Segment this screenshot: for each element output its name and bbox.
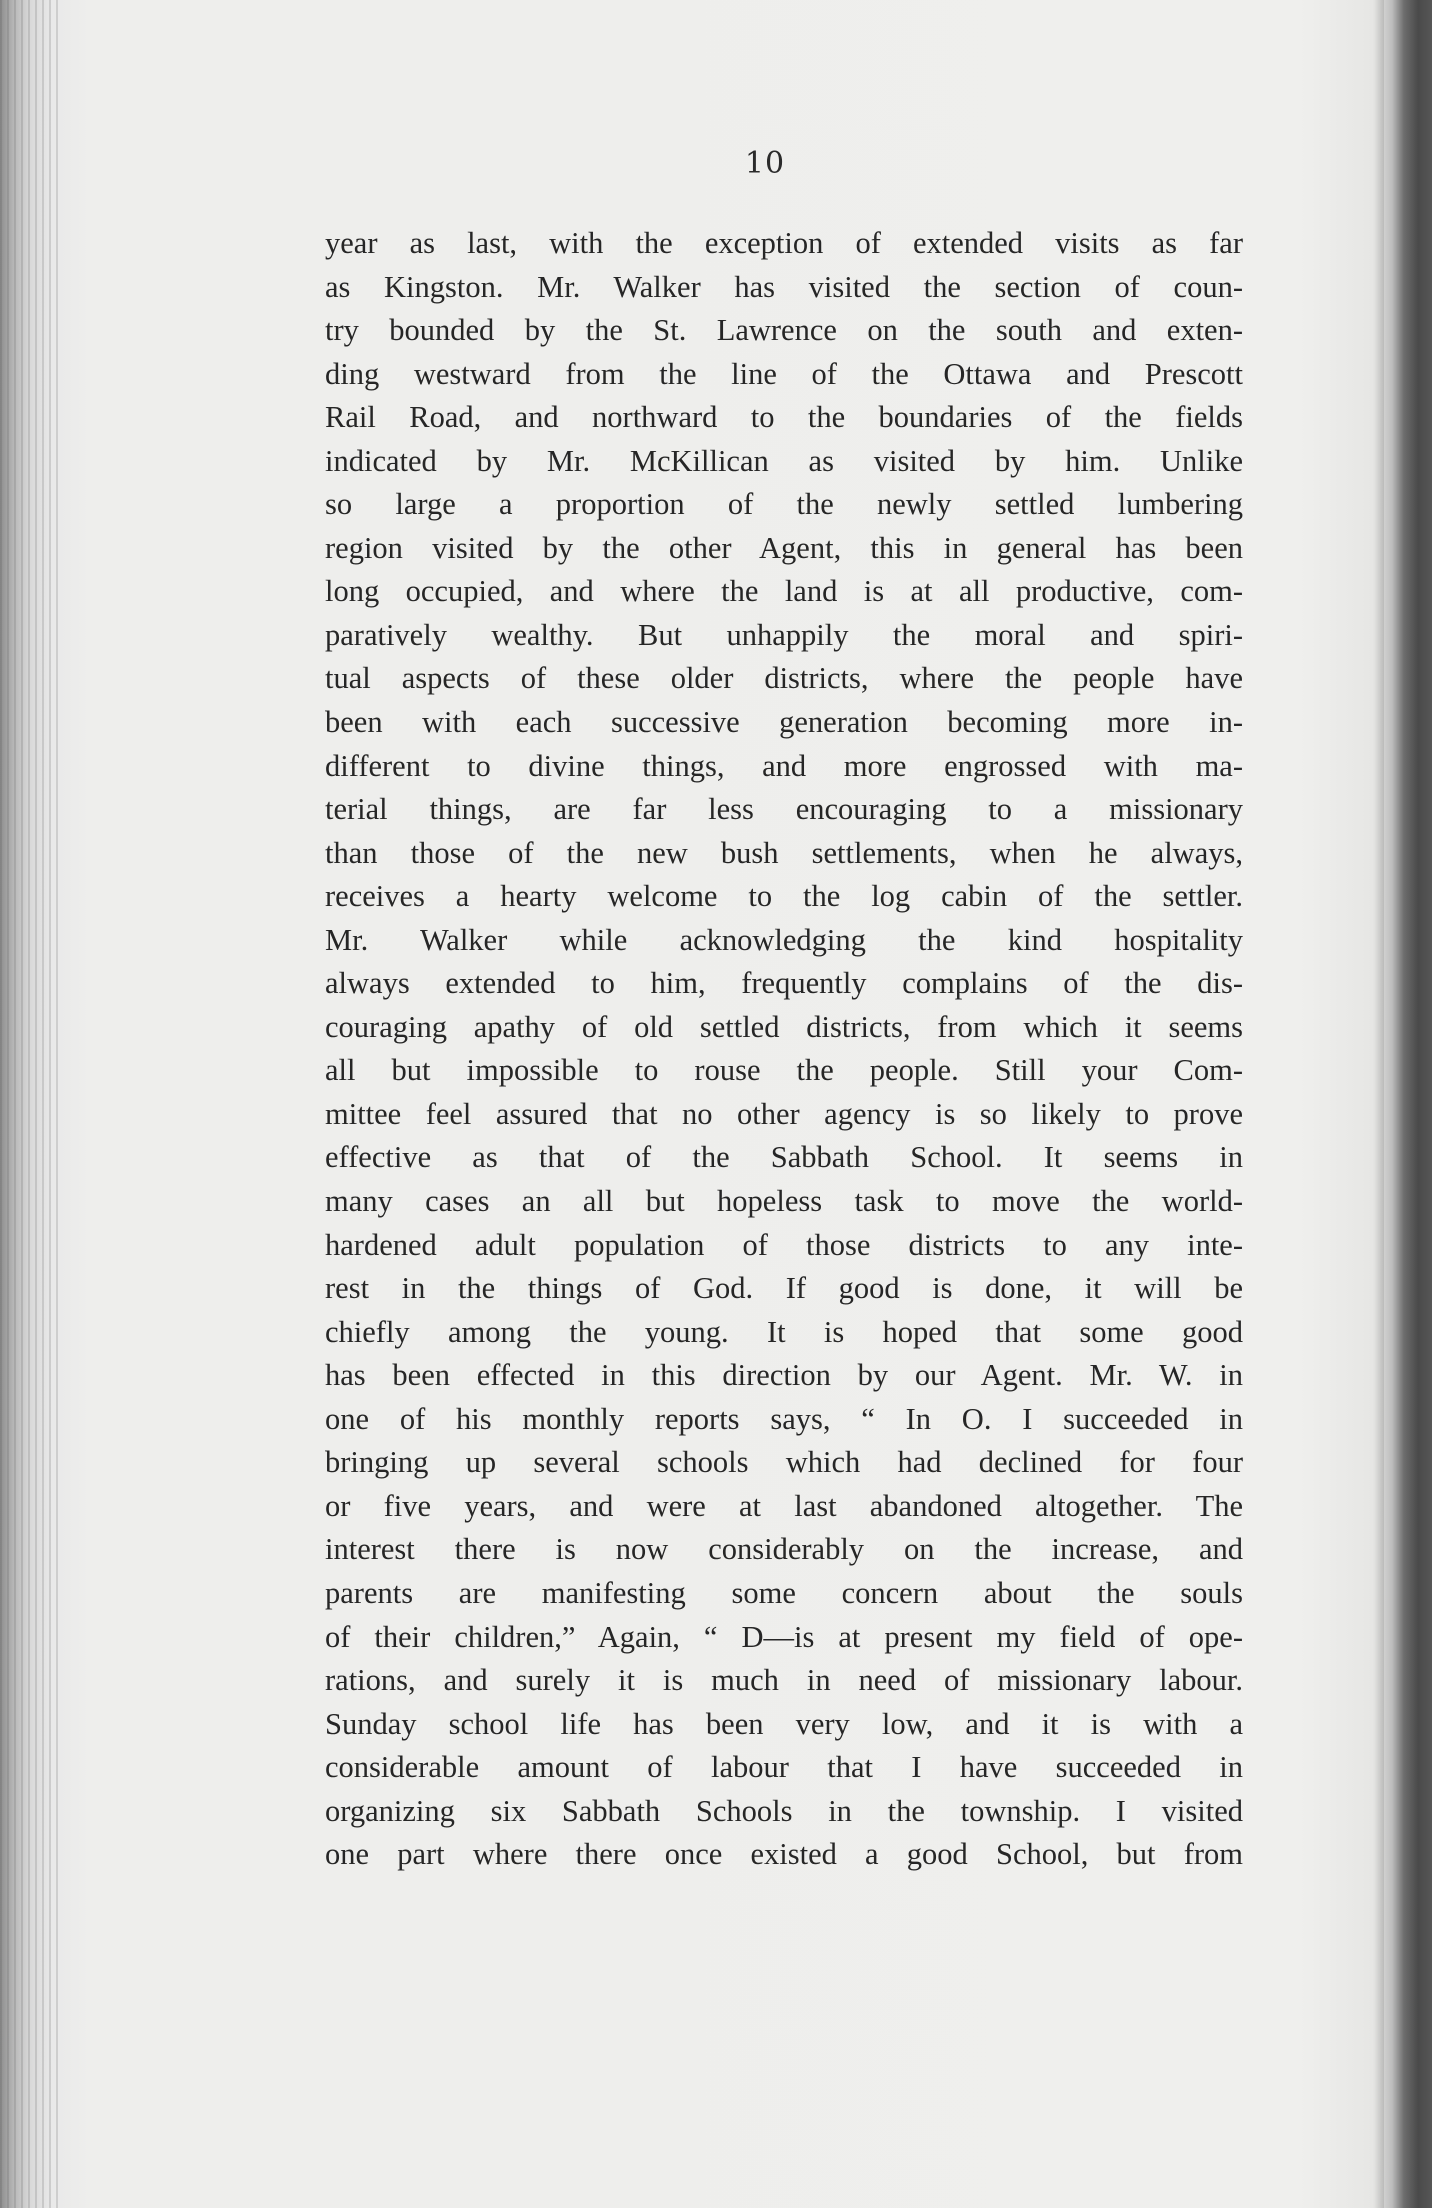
text-line: terial things, are far less encouraging to a missionary xyxy=(325,792,1243,827)
text-line: paratively wealthy. But unhappily the moral and spiri- xyxy=(325,617,1243,652)
text-line: mittee feel assured that no other agency is so likely to prove xyxy=(325,1096,1243,1131)
text-line: region visited by the other Agent, this in general has been xyxy=(325,530,1243,565)
text-line: or five years, and were at last abandoned altogether. The xyxy=(325,1488,1243,1523)
text-line: one of his monthly reports says, “ In O. I succeeded in xyxy=(325,1401,1243,1436)
text-line: Rail Road, and northward to the boundaries of the fields xyxy=(325,400,1243,435)
text-line: been with each successive generation becoming more in- xyxy=(325,705,1243,740)
text-line: one part where there once existed a good School, but from xyxy=(325,1837,1243,1872)
text-line: receives a hearty welcome to the log cabin of the settler. xyxy=(325,879,1243,914)
text-line: effective as that of the Sabbath School. It seems in xyxy=(325,1140,1243,1175)
text-line: always extended to him, frequently complains of the dis- xyxy=(325,966,1243,1001)
text-line: Mr. Walker while acknowledging the kind hospitality xyxy=(325,922,1243,957)
text-line: year as last, with the exception of extended visits as far xyxy=(325,226,1243,260)
text-line: parents are manifesting some concern about the souls xyxy=(325,1575,1243,1610)
text-line: rations, and surely it is much in need of missionary labour. xyxy=(325,1663,1243,1698)
text-line: as Kingston. Mr. Walker has visited the section of coun- xyxy=(325,269,1243,304)
text-line: many cases an all but hopeless task to move the world- xyxy=(325,1184,1243,1219)
text-line: Sunday school life has been very low, and it is with a xyxy=(325,1706,1243,1741)
text-line: long occupied, and where the land is at all productive, com- xyxy=(325,574,1243,609)
text-line: hardened adult population of those districts to any inte- xyxy=(325,1227,1243,1262)
page-edge-shadow xyxy=(1372,0,1384,2208)
text-line: bringing up several schools which had declined for four xyxy=(325,1445,1243,1480)
text-line: couraging apathy of old settled districts, from which it seems xyxy=(325,1009,1243,1044)
text-line: all but impossible to rouse the people. Still your Com- xyxy=(325,1053,1243,1088)
text-line: ding westward from the line of the Ottawa and Prescott xyxy=(325,356,1243,391)
text-line: organizing six Sabbath Schools in the township. I visited xyxy=(325,1793,1243,1828)
text-line: rest in the things of God. If good is done, it will be xyxy=(325,1271,1243,1306)
text-line: chiefly among the young. It is hoped that some good xyxy=(325,1314,1243,1349)
text-line: different to divine things, and more engrossed with ma- xyxy=(325,748,1243,783)
text-line: than those of the new bush settlements, when he always, xyxy=(325,835,1243,870)
text-line: has been effected in this direction by our Agent. Mr. W. in xyxy=(325,1358,1243,1393)
page-stack-edges xyxy=(0,0,58,2208)
text-line: considerable amount of labour that I have succeeded in xyxy=(325,1750,1243,1785)
page-number: 10 xyxy=(744,146,786,181)
text-line: try bounded by the St. Lawrence on the south and exten- xyxy=(325,313,1243,348)
text-line: indicated by Mr. McKillican as visited by him. Unlike xyxy=(325,443,1243,478)
text-line: of their children,” Again, “ D—is at present my field of ope- xyxy=(325,1619,1243,1654)
text-line: tual aspects of these older districts, where the people have xyxy=(325,661,1243,696)
text-line: interest there is now considerably on the increase, and xyxy=(325,1532,1243,1567)
body-text xyxy=(325,222,1243,1877)
text-line: so large a proportion of the newly settled lumbering xyxy=(325,487,1243,522)
